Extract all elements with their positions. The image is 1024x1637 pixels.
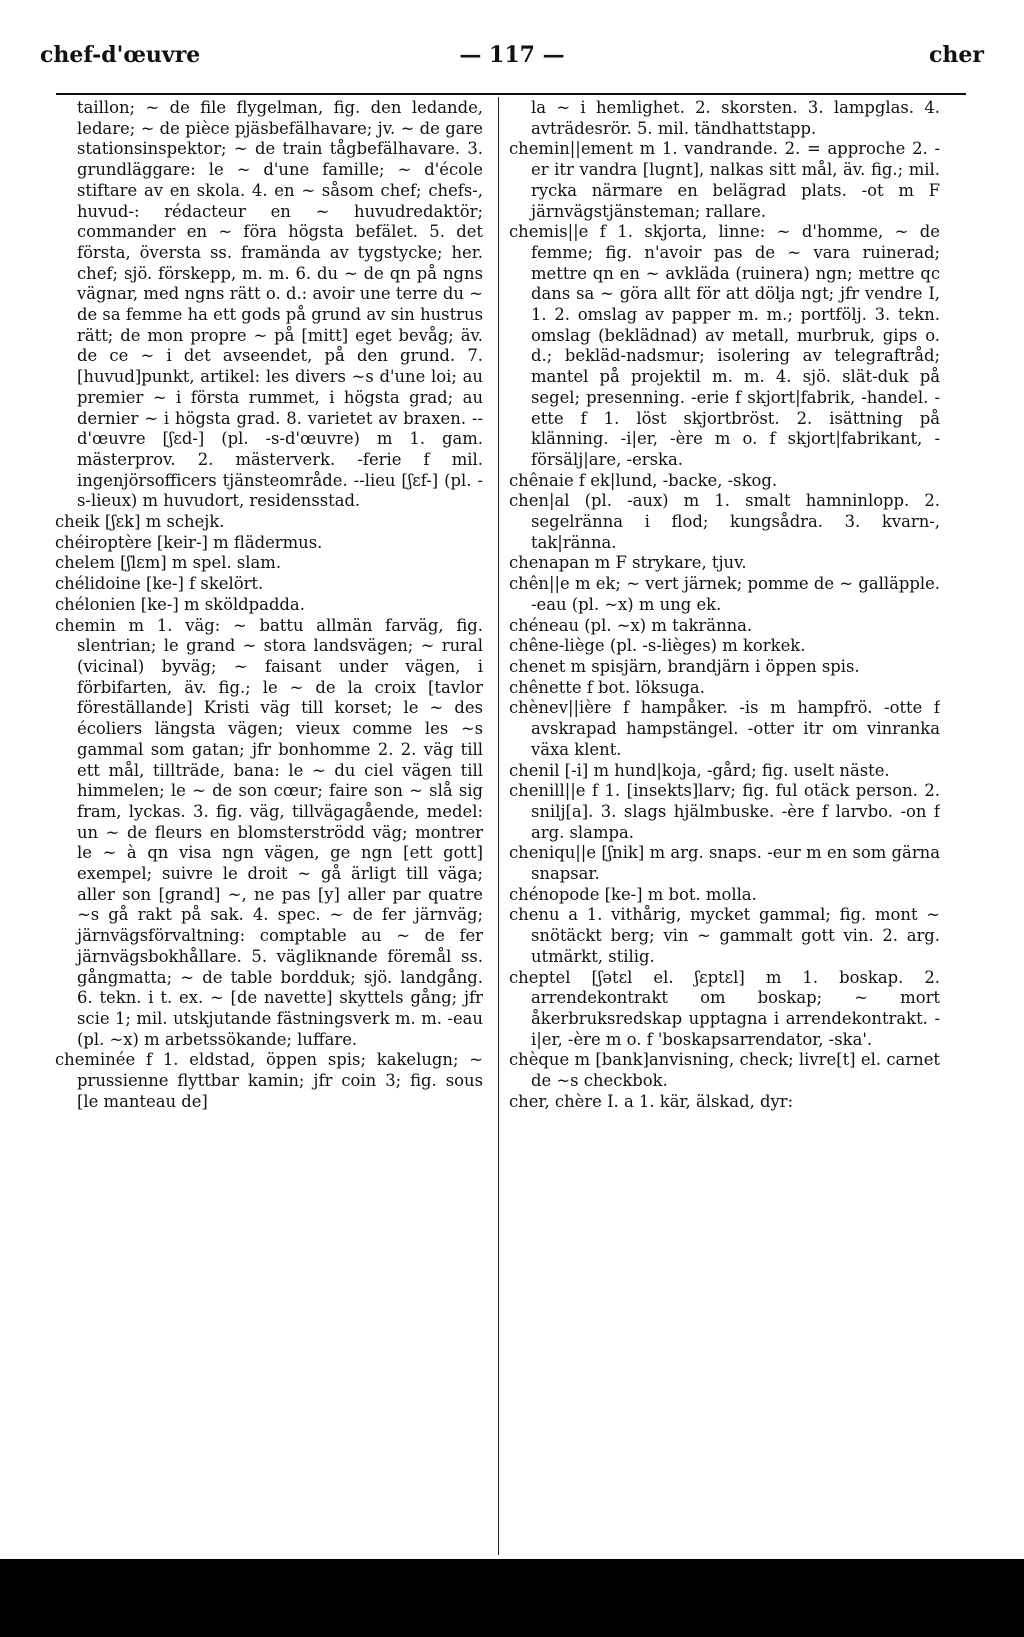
dictionary-entry: chênaie f ek|lund, -backe, -skog. <box>509 470 778 490</box>
dictionary-entry: chéneau (pl. ~x) m takränna. <box>509 615 753 635</box>
dictionary-entry: chemis||e f 1. skjorta, linne: ~ d'homme, ~ de femme; fig. n'avoir pas de ~ vara ruinerad; mettre qn en ~ avkläda (ruinera) ngn; mettre qc dans sa ~ göra allt för att dölja ngt; jfr vendre I, 1. 2. omslag av papper m. m.; portfölj. 3. tekn. omslag (beklädnad) av metall, murbruk, gips o. d.; bekläd-nadsmur; isolering av telegraftråd; mantel på projektil m. m. 4. sjö. slät-duk på segel; presenning. -erie f skjort|fabrik, -handel. -ette f 1. löst skjortbröst. 2. isättning på klänning. -i|er, -ère m o. f skjort|fabrikant, -försälj|are, -erska. <box>509 222 940 469</box>
dictionary-entry: cheminée f 1. eldstad, öppen spis; kakelugn; ~ prussienne flyttbar kamin; jfr coin 3; fig. sous [le manteau de] <box>55 1050 483 1111</box>
scan-bottom-border <box>0 1559 1024 1637</box>
dictionary-entry: chenill||e f 1. [insekts]larv; fig. ful otäck person. 2. snilj[a]. 3. slags hjälmbuske. -ère f larvbo. -on f arg. slampa. <box>509 781 940 842</box>
dictionary-entry: chenet m spisjärn, brandjärn i öppen spis. <box>509 656 860 676</box>
dictionary-entry: cheik [ʃɛk] m schejk. <box>55 512 225 532</box>
page-header <box>40 42 984 78</box>
dictionary-entry: cher, chère I. a 1. kär, älskad, dyr: <box>509 1091 794 1111</box>
header-rule <box>56 93 966 95</box>
column-divider <box>498 97 499 1555</box>
dictionary-entry: chélidoine [ke-] f skelört. <box>55 574 264 594</box>
dictionary-entry: chenil [-i] m hund|koja, -gård; fig. uselt näste. <box>509 760 890 780</box>
dictionary-entry: la ~ i hemlighet. 2. skorsten. 3. lampglas. 4. avträdesrör. 5. mil. tändhattstapp. <box>531 98 940 138</box>
right-column <box>509 98 940 1558</box>
page-number: — 117 — <box>459 42 565 68</box>
dictionary-entry: chénopode [ke-] m bot. molla. <box>509 884 757 904</box>
dictionary-entry: chènev||ière f hampåker. -is m hampfrö. -otte f avskrapad hampstängel. -otter itr om vinranka växa klent. <box>509 698 940 759</box>
dictionary-entry: chen|al (pl. -aux) m 1. smalt hamninlopp. 2. segelränna i flod; kungsådra. 3. kvarn-, tak|ränna. <box>509 491 940 552</box>
dictionary-entry: chên||e m ek; ~ vert järnek; pomme de ~ galläpple. -eau (pl. ~x) m ung ek. <box>509 574 940 614</box>
dictionary-entry: chêne-liège (pl. -s-lièges) m korkek. <box>509 636 806 656</box>
dictionary-entry: chenu a 1. vithårig, mycket gammal; fig. mont ~ snötäckt berg; vin ~ gammalt gott vin. 2. arg. utmärkt, stilig. <box>509 905 940 966</box>
dictionary-entry: chéiroptère [keir-] m flädermus. <box>55 532 323 552</box>
running-head-left: chef-d'œuvre <box>40 42 201 68</box>
left-column <box>55 98 483 1558</box>
running-head-right: cher <box>929 42 984 68</box>
dictionary-entry: chenapan m F strykare, tjuv. <box>509 553 747 573</box>
dictionary-entry: taillon; ~ de file flygelman, fig. den ledande, ledare; ~ de pièce pjäsbefälhavare; jv. ~ de gare stationsinspektor; ~ de train tågbefälhavare. 3. grundläggare: le ~ d'une famille; ~ d'école stiftare av en skola. 4. en ~ såsom chef; chefs-, huvud-: rédacteur en ~ huvudredaktör; commander en ~ föra högsta befälet. 5. det första, översta ss. framända av tygstycke; her. chef; sjö. förskepp, m. m. 6. du ~ de qn på ngns vägnar, med ngns rätt o. d.: avoir une terre du ~ de sa femme ha ett gods på grund av sin hustrus rätt; de mon propre ~ på [mitt] eget bevåg; äv. de ce ~ i det avseendet, på den grund. 7. [huvud]punkt, artikel: les divers ~s d'une loi; au premier ~ i första rummet, i högsta grad; au dernier ~ i högsta grad. 8. varietet av braxen. --d'œuvre [ʃɛd-] (pl. -s-d'œuvre) m 1. gam. mästerprov. 2. mästerverk. -ferie f mil. ingenjörsofficers tjänsteområde. --lieu [ʃɛf-] (pl. -s-lieux) m huvudort, residensstad. <box>77 98 483 511</box>
dictionary-entry: chênette f bot. löksuga. <box>509 677 705 697</box>
dictionary-entry: chemin m 1. väg: ~ battu allmän farväg, fig. slentrian; le grand ~ stora landsvägen; ~ rural (vicinal) byväg; ~ faisant under vägen, i förbifarten, äv. fig.; le ~ de la croix [tavlor föreställande] Kristi väg till korset; le ~ des écoliers längsta vägen; vieux comme les ~s gammal som gatan; jfr bonhomme 2. 2. väg till ett mål, tillträde, bana: le ~ du ciel vägen till himmelen; le ~ de son cœur; faire son ~ slå sig fram, lyckas. 3. fig. väg, tillvägagående, medel: un ~ de fleurs en blomsterströdd väg; montrer le ~ à qn visa ngn vägen, ge ngn [ett gott] exempel; suivre le droit ~ gå ärligt till väga; aller son [grand] ~, ne pas [y] aller par quatre ~s gå rakt på sak. 4. spec. ~ de fer järnväg; järnvägsförvaltning: comptable au ~ de fer järnvägsbokhållare. 5. vägliknande föremål ss. gångmatta; ~ de table bordduk; sjö. landgång. 6. tekn. i t. ex. ~ [de navette] skyttels gång; jfr scie 1; mil. utskjutande fästningsverk m. m. -eau (pl. ~x) m arbetssökande; luffare. <box>55 615 483 1049</box>
dictionary-entry: chélonien [ke-] m sköldpadda. <box>55 594 305 614</box>
dictionary-entry: cheniqu||e [ʃnik] m arg. snaps. -eur m en som gärna snapsar. <box>509 843 940 884</box>
dictionary-entry: cheptel [ʃətɛl el. ʃɛptɛl] m 1. boskap. 2. arrendekontrakt om boskap; ~ mort åkerbruksredskap upptagna i arrendekontrakt. -i|er, -ère m o. f 'boskapsarrendator, -ska'. <box>509 967 940 1049</box>
dictionary-entry: chèque m [bank]anvisning, check; livre[t] el. carnet de ~s checkbok. <box>509 1050 940 1091</box>
dictionary-entry: chemin||ement m 1. vandrande. 2. = approche 2. -er itr vandra [lugnt], nalkas sitt mål, äv. fig.; mil. rycka närmare en belägrad plats. -ot m F järnvägstjänsteman; rallare. <box>509 139 940 221</box>
dictionary-entry: chelem [ʃlɛm] m spel. slam. <box>55 553 282 573</box>
